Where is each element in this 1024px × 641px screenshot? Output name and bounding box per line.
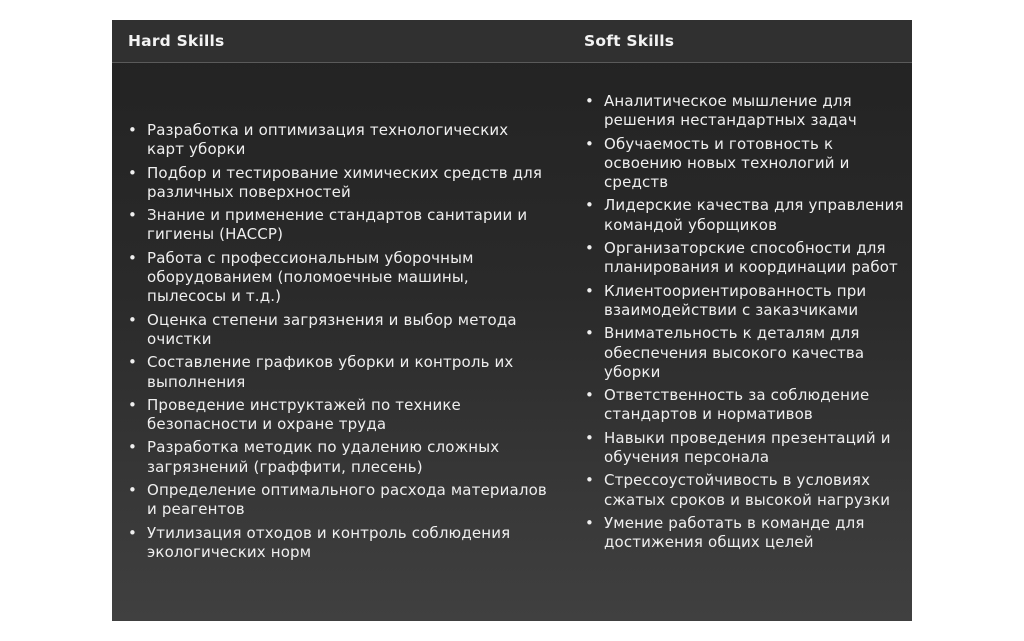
hard-skill-item bbox=[128, 396, 548, 435]
soft-skill-item bbox=[585, 514, 905, 553]
hard-skill-item bbox=[128, 311, 548, 350]
soft-skill-item bbox=[585, 135, 905, 193]
hard-skill-text: Подбор и тестирование химических средств для различных поверхностей bbox=[147, 163, 543, 201]
hard-skill-item bbox=[128, 353, 548, 392]
bullet-icon: • bbox=[128, 121, 137, 139]
hard-skill-item bbox=[128, 524, 548, 563]
hard-skills-list bbox=[128, 121, 548, 566]
hard-skill-text: Оценка степени загрязнения и выбор метода очистки bbox=[147, 310, 517, 348]
bullet-icon: • bbox=[128, 206, 137, 225]
hard-skill-text: Утилизация отходов и контроль соблюдения экологических норм bbox=[147, 523, 511, 561]
soft-skill-item bbox=[585, 282, 905, 321]
bullet-icon: • bbox=[585, 239, 594, 258]
bullet-icon: • bbox=[585, 471, 594, 490]
soft-skill-text: Внимательность к деталям для обеспечения высокого качества уборки bbox=[604, 324, 865, 381]
bullet-icon: • bbox=[128, 395, 137, 414]
hard-skill-text: Разработка методик по удалению сложных загрязнений (граффити, плесень) bbox=[147, 438, 500, 476]
bullet-icon: • bbox=[128, 163, 137, 182]
bullet-icon: • bbox=[585, 513, 594, 532]
hard-skill-text: Знание и применение стандартов санитарии и гигиены (HACCP) bbox=[147, 206, 528, 244]
hard-skill-item bbox=[128, 438, 548, 477]
bullet-icon: • bbox=[128, 523, 137, 542]
soft-skill-text: Стрессоустойчивость в условиях сжатых сроков и высокой нагрузки bbox=[604, 471, 891, 509]
soft-skill-item bbox=[585, 471, 905, 510]
bullet-icon: • bbox=[585, 134, 594, 153]
soft-skill-text: Обучаемость и готовность к освоению новых технологий и средств bbox=[604, 134, 850, 192]
hard-skill-text: Проведение инструктажей по технике безопасности и охране труда bbox=[147, 395, 461, 434]
hard-skill-item bbox=[128, 249, 548, 307]
bullet-icon: • bbox=[128, 310, 137, 329]
soft-skill-item bbox=[585, 196, 905, 235]
bullet-icon: • bbox=[585, 386, 594, 405]
soft-skills-heading: Soft Skills bbox=[584, 32, 675, 50]
hard-skills-heading: Hard Skills bbox=[128, 32, 225, 50]
soft-skill-item bbox=[585, 92, 905, 131]
bullet-icon: • bbox=[128, 481, 137, 500]
soft-skill-text: Умение работать в команде для достижения общих целей bbox=[604, 513, 865, 552]
bullet-icon: • bbox=[585, 92, 594, 110]
soft-skill-text: Лидерские качества для управления командой уборщиков bbox=[604, 196, 904, 234]
soft-skill-text: Клиентоориентированность при взаимодействии с заказчиками bbox=[604, 281, 867, 319]
soft-skill-item bbox=[585, 429, 905, 468]
bullet-icon: • bbox=[128, 438, 137, 457]
bullet-icon: • bbox=[128, 353, 137, 372]
hard-skill-item bbox=[128, 164, 548, 203]
soft-skill-item bbox=[585, 324, 905, 382]
hard-skill-text: Определение оптимального расхода материалов и реагентов bbox=[147, 481, 547, 519]
soft-skills-list bbox=[585, 92, 905, 557]
table-header-row bbox=[112, 20, 912, 63]
soft-skill-item bbox=[585, 386, 905, 425]
soft-skill-text: Аналитическое мышление для решения нестандартных задач bbox=[604, 92, 857, 130]
soft-skill-text: Навыки проведения презентаций и обучения персонала bbox=[604, 428, 891, 467]
bullet-icon: • bbox=[585, 196, 594, 215]
hard-skill-item bbox=[128, 481, 548, 520]
hard-skill-text: Составление графиков уборки и контроль их выполнения bbox=[147, 353, 514, 391]
skills-table bbox=[112, 20, 912, 621]
bullet-icon: • bbox=[128, 248, 137, 267]
soft-skill-text: Ответственность за соблюдение стандартов и нормативов bbox=[604, 386, 870, 424]
hard-skill-item bbox=[128, 206, 548, 245]
hard-skill-item bbox=[128, 121, 548, 160]
hard-skill-text: Работа с профессиональным уборочным оборудованием (поломоечные машины, пылесосы и т.д.) bbox=[147, 248, 474, 306]
bullet-icon: • bbox=[585, 428, 594, 447]
hard-skill-text: Разработка и оптимизация технологических карт уборки bbox=[147, 121, 509, 159]
soft-skill-text: Организаторские способности для планирования и координации работ bbox=[604, 239, 898, 277]
bullet-icon: • bbox=[585, 324, 594, 343]
bullet-icon: • bbox=[585, 281, 594, 300]
soft-skill-item bbox=[585, 239, 905, 278]
